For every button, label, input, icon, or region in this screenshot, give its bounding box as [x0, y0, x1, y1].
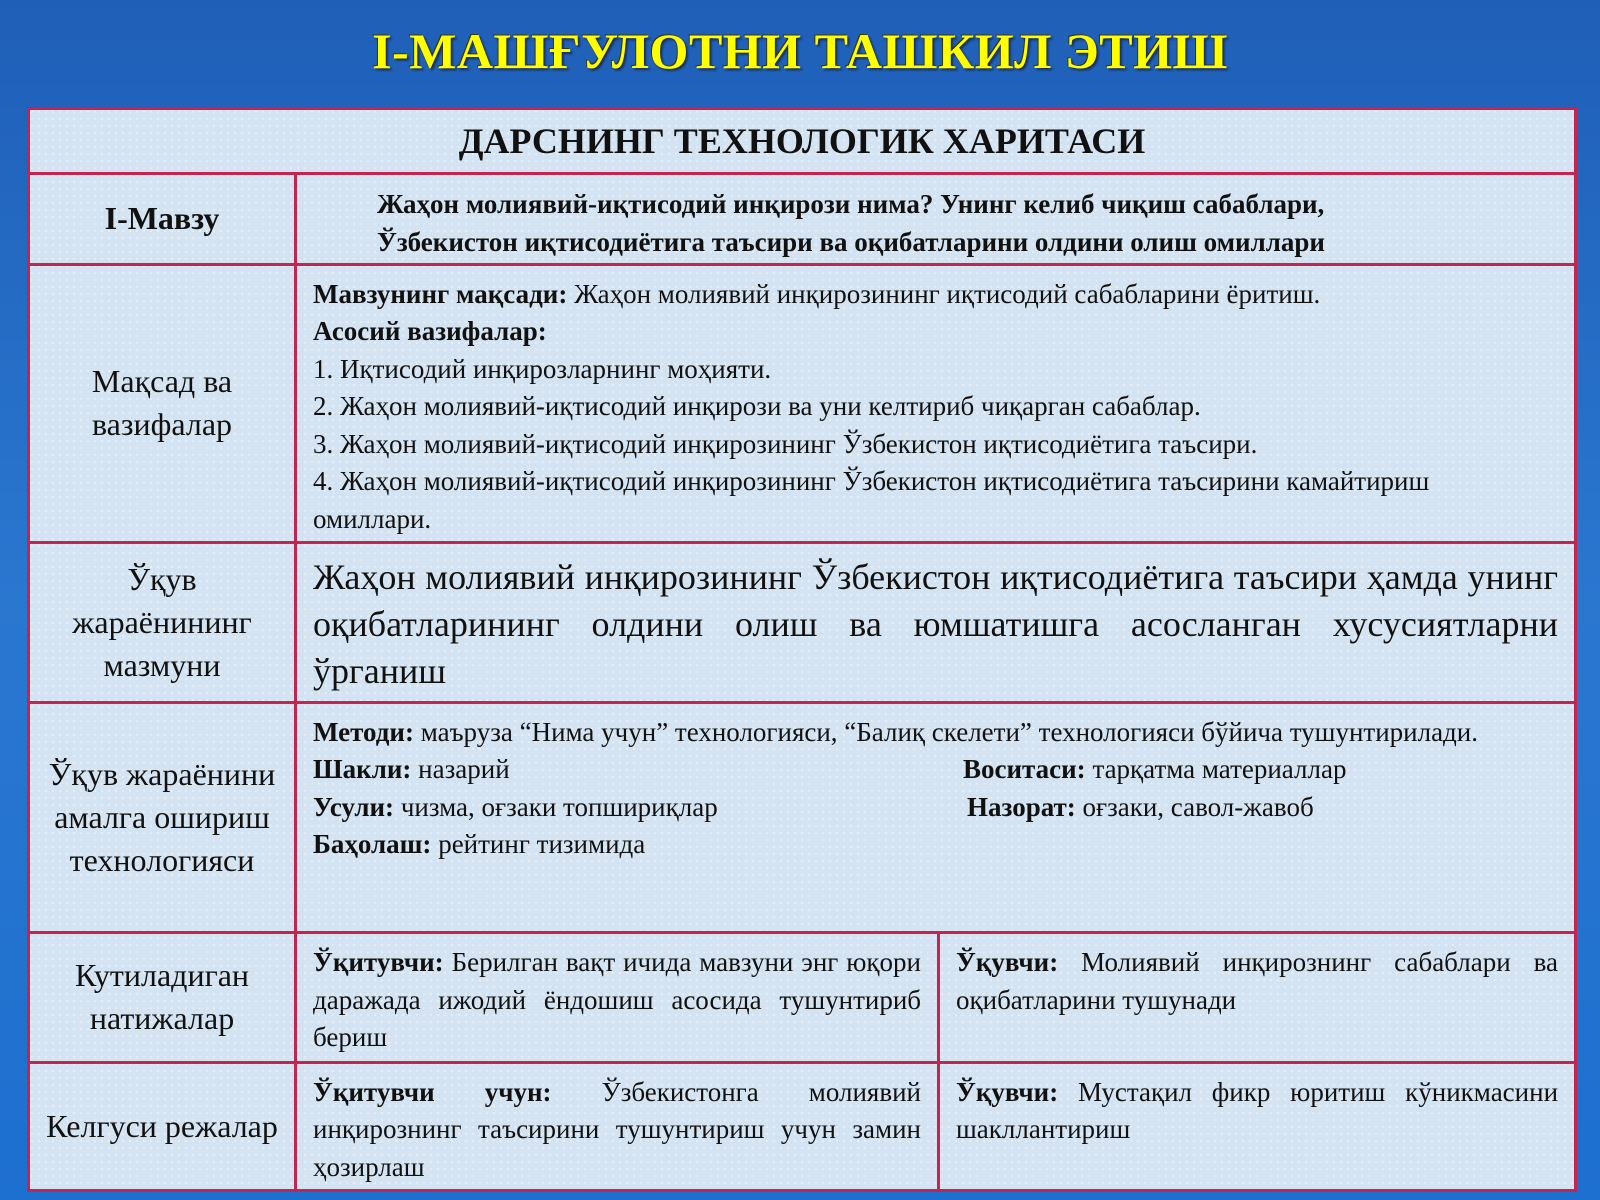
plans-teacher-cell	[296, 1062, 939, 1190]
goals-label: Мақсад ва вазифалар	[29, 264, 296, 542]
results-teacher-label: Ўқитувчи:	[313, 947, 444, 978]
plans-student-label: Ўқувчи:	[956, 1076, 1059, 1107]
table-header: ДАРСНИНГ ТЕХНОЛОГИК ХАРИТАСИ	[29, 109, 1576, 174]
control-label: Назорат:	[967, 791, 1076, 822]
technology-cell	[296, 702, 1576, 932]
topic-label: I-Мавзу	[29, 173, 296, 264]
topic-line-2: Ўзбекистон иқтисодиётига таъсири ва оқибатларини олдини олиш омиллари	[377, 226, 1325, 257]
means-label: Воситаси:	[963, 754, 1086, 785]
task-1: 1. Иқтисодий инқирозларнинг моҳияти.	[313, 353, 772, 384]
technology-label: Ўқув жараёнини амалга ошириш технологияси	[29, 702, 296, 932]
ways-text: чизма, оғзаки топшириқлар	[394, 791, 718, 822]
form-text: назарий	[411, 754, 510, 785]
eval-line	[313, 826, 1558, 864]
results-student-label: Ўқувчи:	[956, 947, 1059, 978]
plans-label: Келгуси режалар	[29, 1062, 296, 1190]
results-student-text: Молиявий инқирознинг сабаблари ва оқибатларини тушунади	[956, 947, 1559, 1015]
eval-text: рейтинг тизимида	[431, 829, 646, 860]
method-line	[313, 714, 1558, 752]
topic-text	[296, 173, 1576, 264]
form-label: Шакли:	[313, 754, 412, 785]
eval-label: Баҳолаш:	[313, 829, 432, 860]
results-label: Кутиладиган натижалар	[29, 933, 296, 1062]
goal-label: Мавзунинг мақсади:	[313, 278, 568, 309]
form-means-row	[313, 751, 1558, 789]
tasks-label: Асосий вазифалар:	[313, 316, 547, 347]
content-label: Ўқув жараёнининг мазмуни	[29, 543, 296, 703]
plans-teacher-label: Ўқитувчи учун:	[313, 1076, 552, 1107]
ways-label: Усули:	[313, 791, 395, 822]
task-2: 2. Жаҳон молиявий-иқтисодий инқирози ва уни келтириб чиқарган сабаблар.	[313, 391, 1201, 422]
method-label: Методи:	[313, 716, 414, 747]
task-4: 4. Жаҳон молиявий-иқтисодий инқирозининг Ўзбекистон иқтисодиётига таъсирини камайтириш омиллари.	[313, 466, 1430, 534]
plans-student-text: Мустақил фикр юритиш кўникмасини шакллантириш	[956, 1076, 1559, 1145]
ways-control-row	[313, 789, 1558, 827]
control-text: оғзаки, савол-жавоб	[1075, 791, 1314, 822]
technology-map-table	[27, 107, 1577, 1192]
plans-student-cell	[939, 1062, 1576, 1190]
results-teacher-text: Берилган вақт ичида мавзуни энг юқори даражада ижодий ёндошиш асосида тушунтириб бериш	[313, 947, 921, 1053]
topic-line-1: Жаҳон молиявий-иқтисодий инқирози нима? Унинг келиб чиқиш сабаблари,	[377, 188, 1325, 219]
results-teacher-cell	[296, 933, 939, 1062]
plans-teacher-text: Ўзбекистонга молиявий инқирознинг таъсирини тушунтириш учун замин ҳозирлаш	[313, 1076, 921, 1182]
slide-title: I-МАШҒУЛОТНИ ТАШКИЛ ЭТИШ	[372, 23, 1228, 79]
task-3: 3. Жаҳон молиявий-иқтисодий инқирозининг Ўзбекистон иқтисодиётига таъсири.	[313, 428, 1258, 459]
goals-cell	[296, 264, 1576, 542]
results-student-cell	[939, 933, 1576, 1062]
means-text: тарқатма материаллар	[1085, 754, 1347, 785]
method-text: маъруза “Нима учун” технологияси, “Балиқ скелети” технологияси бўйича тушунтирилади.	[413, 716, 1478, 747]
goal-line	[313, 276, 1558, 314]
goal-text: Жаҳон молиявий инқирозининг иқтисодий сабабларини ёритиш.	[567, 278, 1321, 309]
content-text: Жаҳон молиявий инқирозининг Ўзбекистон иқтисодиётига таъсири ҳамда унинг оқибатларининг олдини олиш ва юмшатишга асосланган хусусиятларни ўрганиш	[296, 543, 1576, 703]
